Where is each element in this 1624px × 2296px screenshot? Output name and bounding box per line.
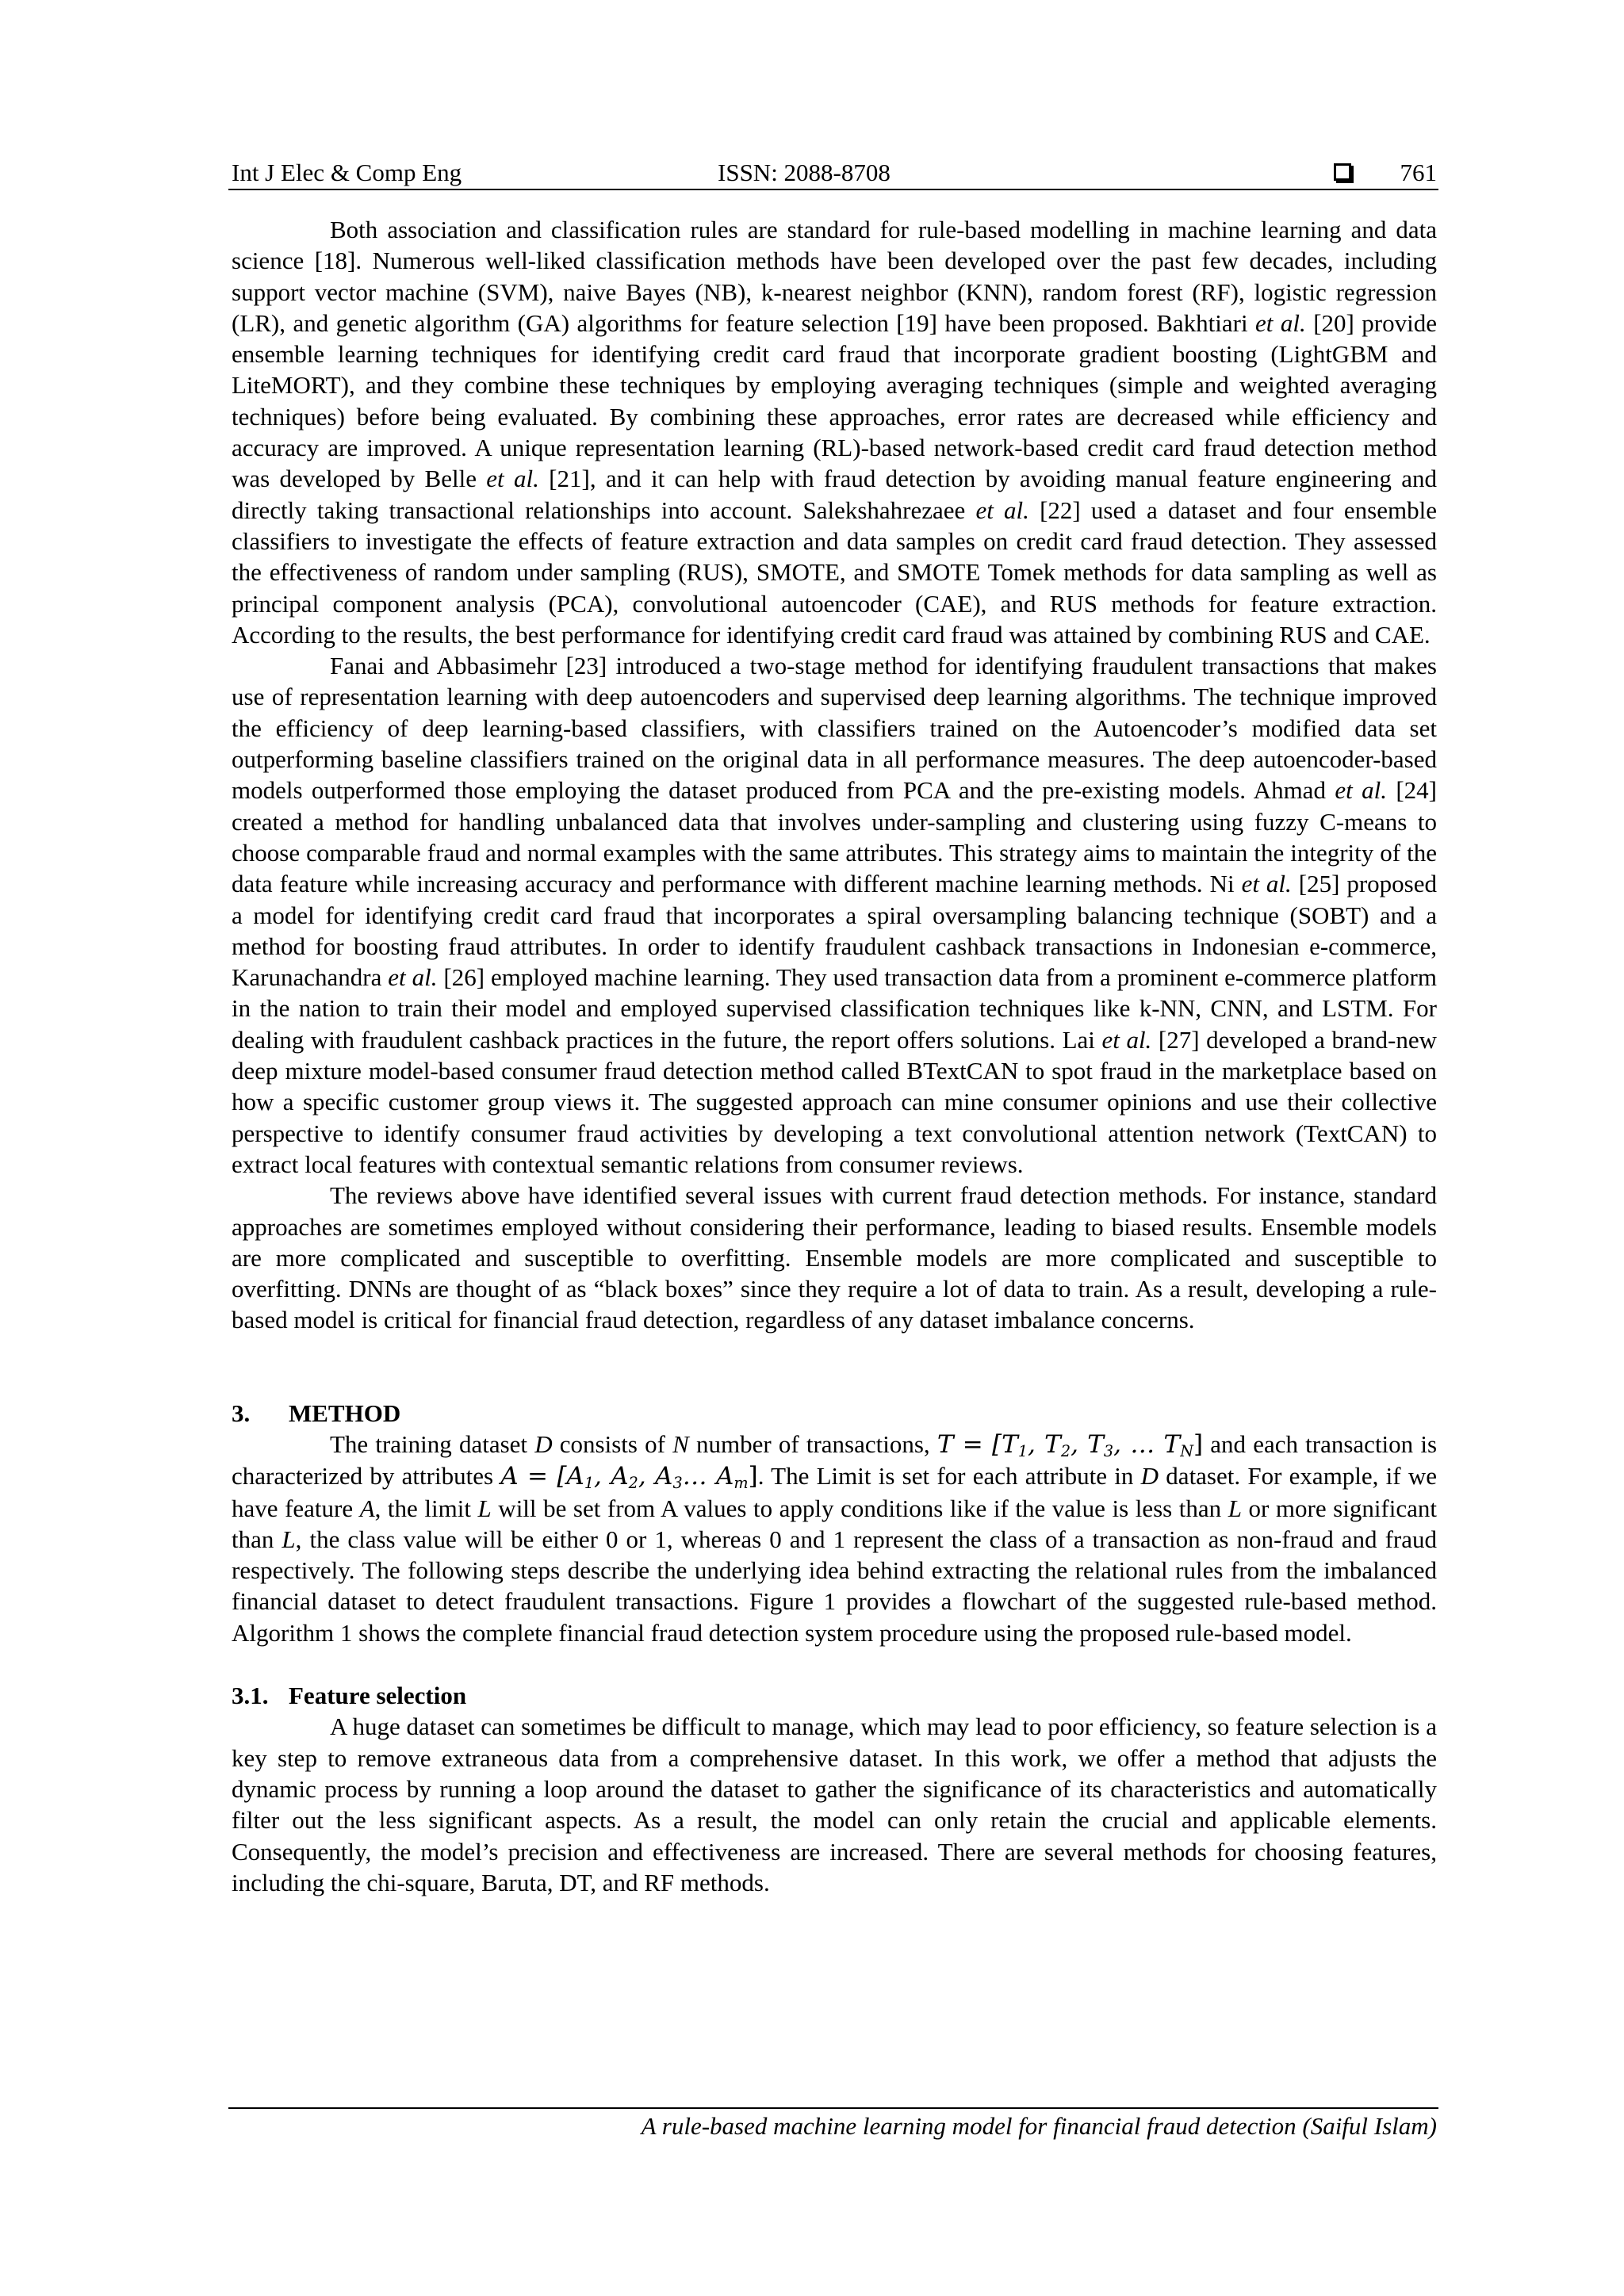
page-number: 761 bbox=[1400, 159, 1437, 186]
paragraph-3: The reviews above have identified several issues with current fraud detection methods. For instance, standard approaches are sometimes employed without considering their performance, leading to biased results. Ensemble models are more complicated and susceptible to overfitting. Ensemble models are more complicated and susceptible to overfitting. DNNs are thought of as “black boxes” since they require a lot of data to train. As a result, developing a rule-based model is critical for financial fraud detection, regardless of any dataset imbalance concerns. bbox=[232, 1181, 1437, 1334]
feature-selection-paragraph: A huge dataset can sometimes be difficult to manage, which may lead to poor efficiency, so feature selection is a key step to remove extraneous data from a comprehensive dataset. In this work, we offer a method that adjusts the dynamic process by running a loop around the dataset to gather the significance of its characteristics and automatically filter out the less significant aspects. As a result, the model can only retain the crucial and applicable elements. Consequently, the model’s precision and effectiveness are increased. There are several methods for choosing features, including the chi-square, Baruta, DT, and RF methods. bbox=[232, 1712, 1437, 1896]
subsection-heading-feature-selection: 3.1. Feature selection bbox=[232, 1682, 467, 1710]
equation-transactions: $T = [T_1$, $T_2$, $T_3$, … $T_N$] bbox=[936, 1429, 1204, 1460]
method-paragraph: The training dataset D consists of N number of transactions, $T = [T_1$, $T_2$, $T_3$, … $T_N$] and each transaction is characterized by attributes $A = [A_1$, $A_2$, $A_3\dots$ $A_m$]. The Limit is set for each attribute in D dataset. For example, if we have feature A, the limit L will be set from A values to apply conditions like if the value is less than L or more significant than L, the class value will be either 0 or 1, whereas 0 and 1 represent the class of a transaction as non-fraud and fraud respectively. The following steps describe the underlying idea behind extracting the relational rules from the imbalanced financial dataset to detect fraudulent transactions. Figure 1 provides a flowchart of the suggested rule-based method. Algorithm 1 shows the complete financial fraud detection system procedure using the proposed rule-based model. bbox=[232, 1429, 1438, 1647]
header-rule bbox=[228, 189, 1438, 190]
square-bullet-icon bbox=[1334, 163, 1351, 181]
page-header bbox=[232, 155, 1437, 190]
equation-attributes: $A = [A_1$, $A_2$, $A_3\dots$ $A_m$] bbox=[500, 1462, 758, 1493]
running-title: A rule-based machine learning model for financial fraud detection (Saiful Islam) bbox=[641, 2112, 1437, 2140]
body-text bbox=[232, 214, 1437, 1898]
paragraph-1: Both association and classification rules are standard for rule-based modelling in machine learning and data science [18]. Numerous well-liked classification methods have been developed over the past few decades, including support vector machine (SVM), naive Bayes (NB), k-nearest neighbor (KNN), random forest (RF), logistic regression (LR), and genetic algorithm (GA) algorithms for feature selection [19] have been proposed. Bakhtiari et al. [20] provide ensemble learning techniques for identifying credit card fraud that incorporate gradient boosting (LightGBM and LiteMORT), and they combine these techniques by employing averaging techniques (simple and weighted averaging techniques) before being evaluated. By combining these approaches, error rates are decreased while efficiency and accuracy are improved. A unique representation learning (RL)-based network-based credit card fraud detection method was developed by Belle et al. [21], and it can help with fraud detection by avoiding manual feature engineering and directly taking transactional relationships into account. Salekshahrezaee et al. [22] used a dataset and four ensemble classifiers to investigate the effects of feature extraction and data samples on credit card fraud detection. They assessed the effectiveness of random under sampling (RUS), SMOTE, and SMOTE Tomek methods for data sampling as well as principal component analysis (PCA), convolutional autoencoder (CAE), and RUS methods for feature extraction. According to the results, the best performance for identifying credit card fraud was attained by combining RUS and CAE. bbox=[232, 216, 1438, 649]
issn: ISSN: 2088-8708 bbox=[718, 159, 891, 186]
section-heading-method: 3. METHOD bbox=[232, 1399, 401, 1427]
journal-name: Int J Elec & Comp Eng bbox=[232, 159, 462, 186]
paragraph-2: Fanai and Abbasimehr [23] introduced a two-stage method for identifying fraudulent transactions that makes use of representation learning with deep autoencoders and supervised deep learning algorithms. The technique improved the efficiency of deep learning-based classifiers, with classifiers trained on the Autoencoder’s modified data set outperforming baseline classifiers trained on the original data in all performance measures. The deep autoencoder-based models outperformed those employing the dataset produced from PCA and the pre-existing models. Ahmad et al. [24] created a method for handling unbalanced data that involves under-sampling and clustering using fuzzy C-means to choose comparable fraud and normal examples with the same attributes. This strategy aims to maintain the integrity of the data feature while increasing accuracy and performance with different machine learning methods. Ni et al. [25] proposed a model for identifying credit card fraud that incorporates a spiral oversampling balancing technique (SOBT) and a method for boosting fraud attributes. In order to identify fraudulent cashback transactions in Indonesian e-commerce, Karunachandra et al. [26] employed machine learning. They used transaction data from a prominent e-commerce platform in the nation to train their model and employed supervised classification techniques like k-NN, CNN, and LSTM. For dealing with fraudulent cashback practices in the future, the report offers solutions. Lai et al. [27] developed a brand-new deep mixture model-based consumer fraud detection method called BTextCAN to spot fraud in the marketplace based on how a specific customer group views it. The suggested approach can mine consumer opinions and use their collective perspective to identify consumer fraud activities by developing a text convolutional attention network (TextCAN) to extract local features with contextual semantic relations from consumer reviews. bbox=[232, 652, 1437, 1178]
